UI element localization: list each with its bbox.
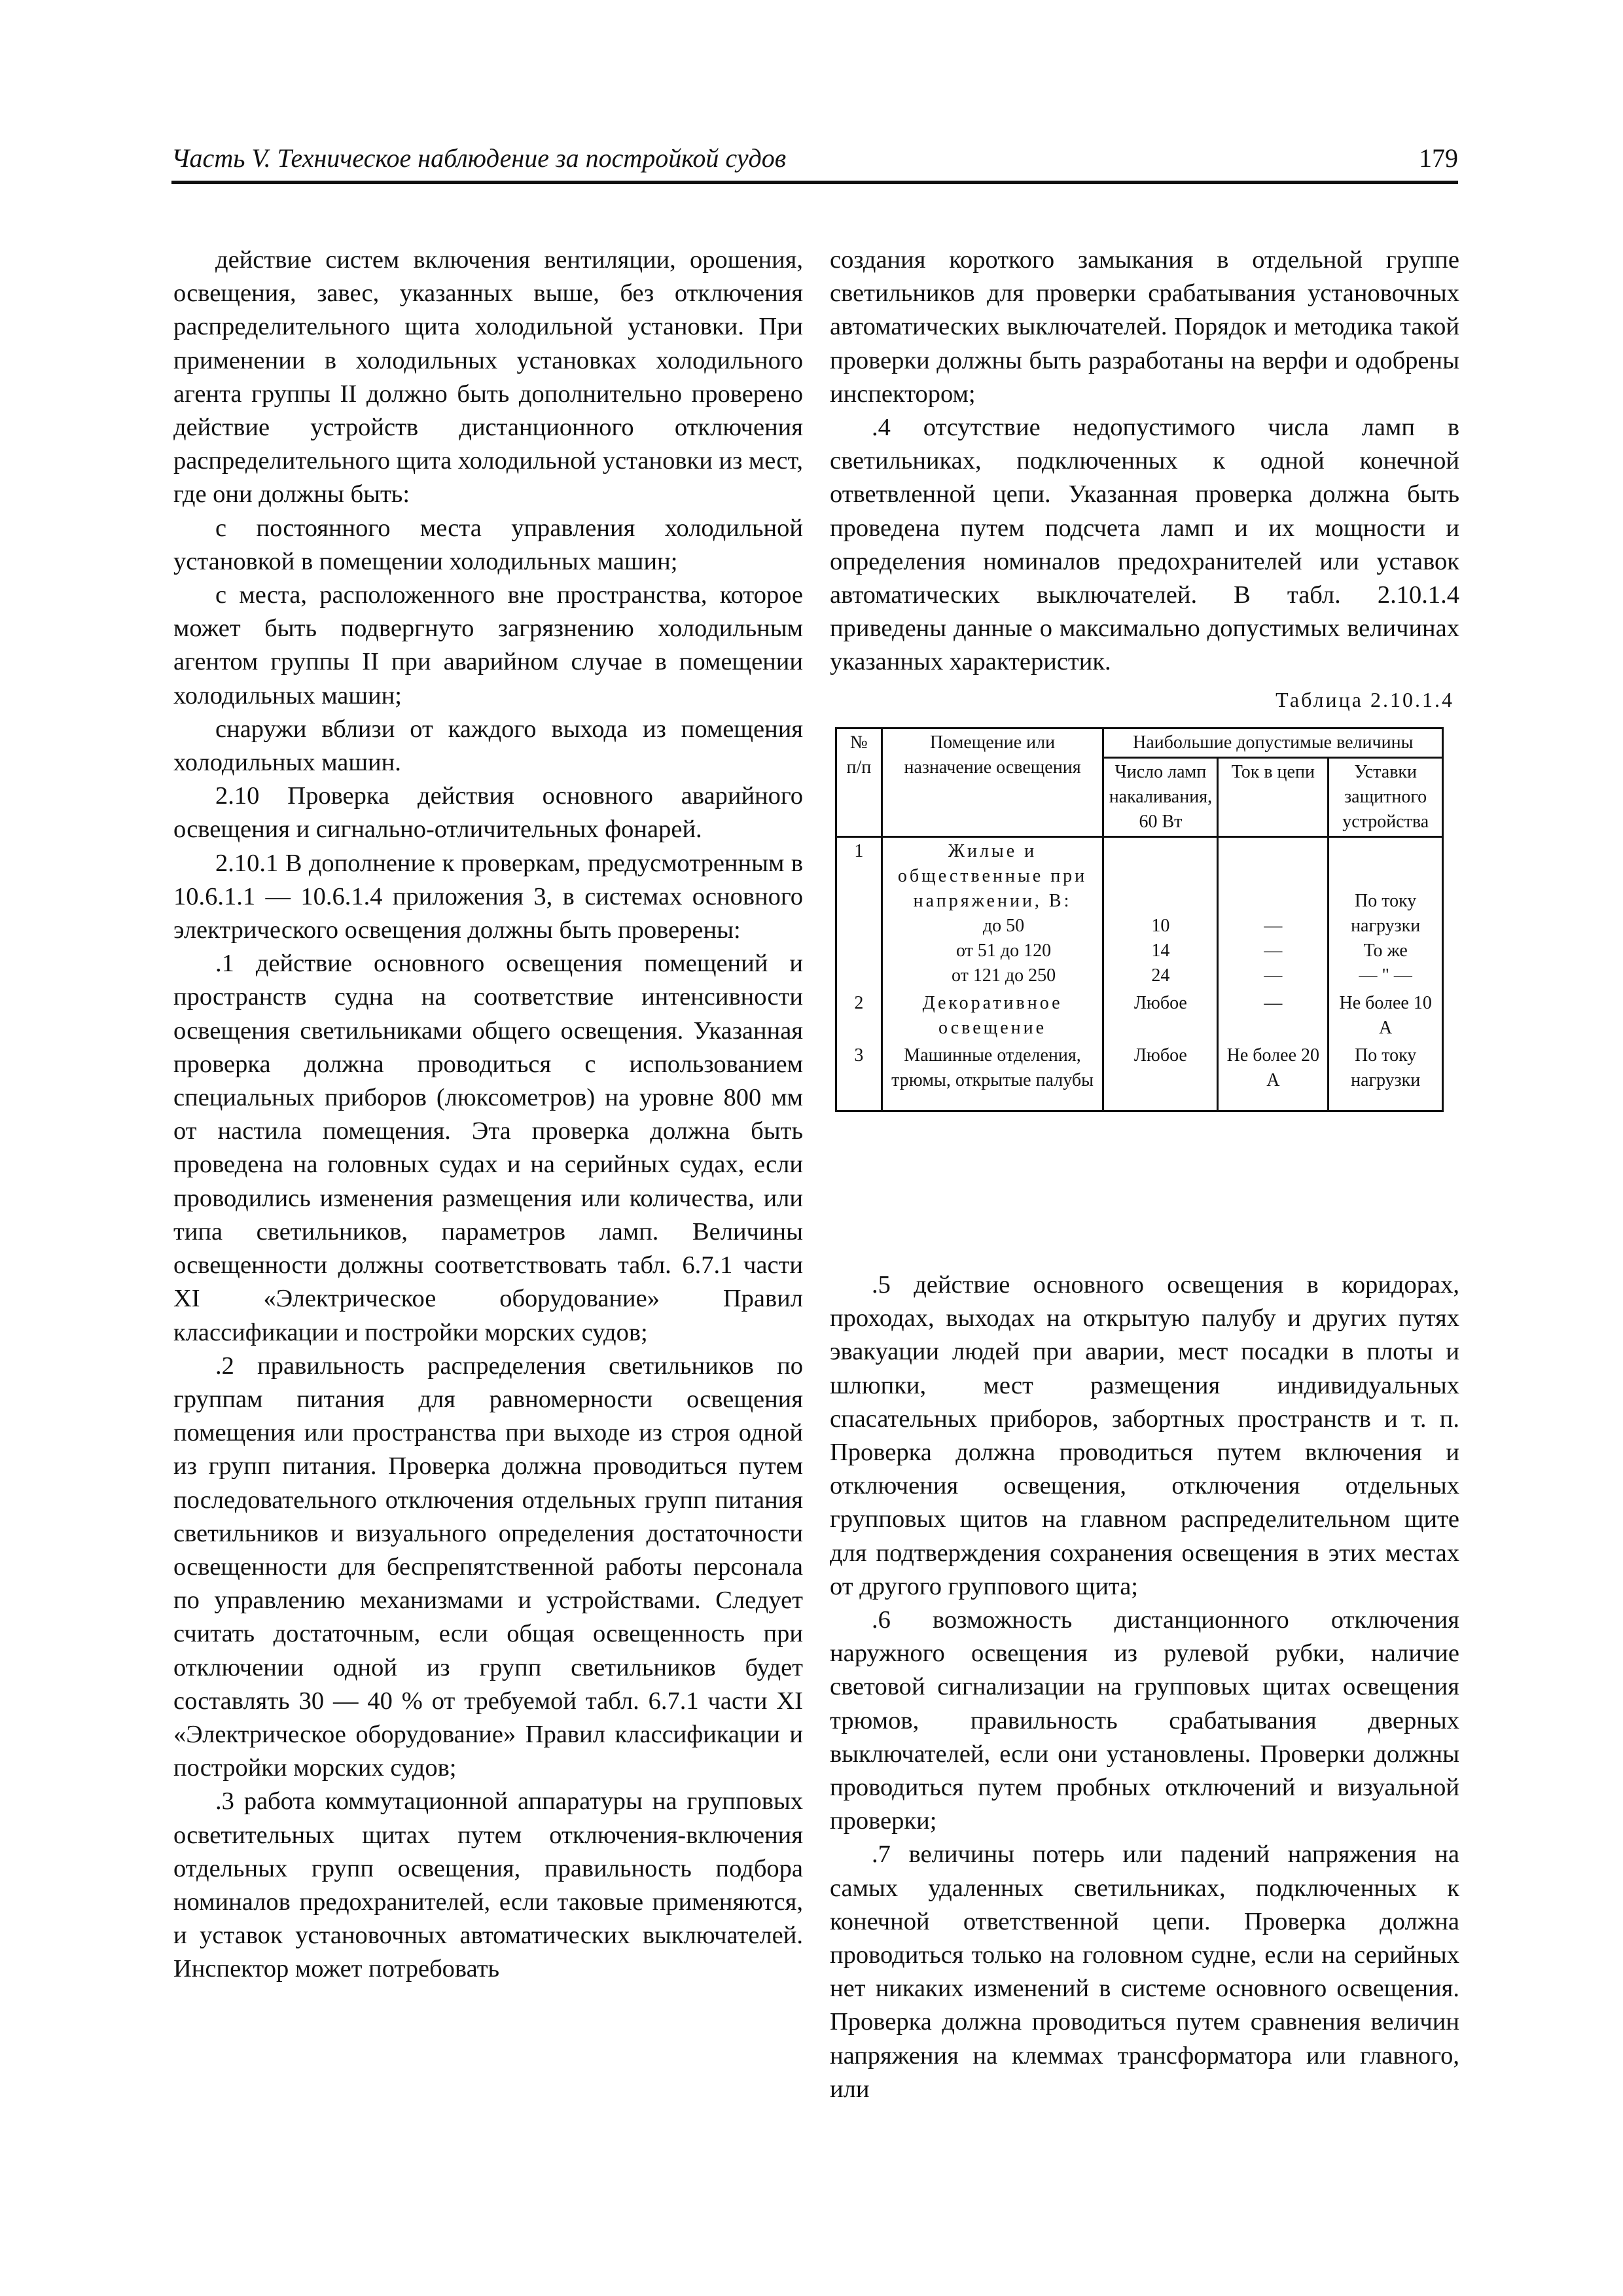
cell-room: Декоративное освещение	[882, 990, 1103, 1042]
cell-value: — " —	[1359, 965, 1412, 986]
paragraph: снаружи вблизи от каждого выхода из помещения холодильных машин.	[173, 715, 803, 777]
cell-value: 10	[1151, 915, 1170, 936]
paragraph: .1 действие основного освещения помещений и пространств судна на соответствие интенсивности освещения светильниками общего освещения. Указанная проверка должна проводиться с использованием специальных приборов (люксометров) на уровне 800 мм от настила помещения. Эта проверка должна быть проведена на головных судах и на серийных судах, если проводились изменения размещения или количества, или типа светильников, параметров ламп. Величины освещенности должны соответствовать табл. 6.7.1 части XI «Электрическое оборудование» Правил классификации и постройки морских судов;	[173, 950, 803, 1346]
cell-current: —	[1218, 990, 1329, 1042]
cell-current	[1218, 836, 1329, 990]
col-header-room: Помещение или назначение освещения	[882, 728, 1103, 836]
table-caption: Таблица 2.10.1.4	[1275, 687, 1454, 711]
section-heading-2-10: 2.10 Проверка действия основного аварийного освещения и сигнально-отличительных фонарей.	[173, 782, 803, 844]
cell-value: —	[1264, 915, 1283, 936]
cell-value: По току нагрузки	[1351, 890, 1421, 936]
cell-value: —	[1264, 965, 1283, 986]
paragraph: с постоянного места управления холодильной установкой в помещении холодильных машин;	[173, 514, 803, 575]
limits-table	[835, 727, 1444, 1112]
cell-value: 24	[1151, 965, 1170, 986]
cell-room-sub: от 121 до 250	[951, 965, 1056, 986]
paragraph: 2.10.1 В дополнение к проверкам, предусмотренным в 10.6.1.1 — 10.6.1.4 приложения 3, в системах основного электрического освещения должны быть проверены:	[173, 849, 803, 944]
paragraph: .3 работа коммутационной аппаратуры на групповых осветительных щитах путем отключения-включения отдельных групп освещения, правильность подбора номиналов предохранителей, если таковые применяются, и уставок установочных автоматических выключателей. Инспектор может потребовать	[173, 1787, 803, 1983]
cell-settings	[1329, 836, 1443, 990]
cell-num: 2	[836, 990, 882, 1042]
cell-lamps: Любое	[1103, 990, 1218, 1042]
cell-value: 14	[1151, 940, 1170, 961]
cell-num: 3	[836, 1042, 882, 1111]
paragraph: .5 действие основного освещения в коридорах, проходах, выходах на открытую палубу и других путях эвакуации людей при аварии, мест посадки в плоты и шлюпки, мест размещения индивидуальных спасательных приборов, забортных пространств и т. п. Проверка должна проводиться путем включения и отключения освещения, отключения отдельных групповых щитов на главном распределительном щите для подтверждения сохранения освещения в этих местах от другого группового щита;	[830, 1271, 1459, 1600]
paragraph: создания короткого замыкания в отдельной группе светильников для проверки срабатывания установочных автоматических выключателей. Порядок и методика такой проверки должны быть разработаны на верфи и одобрены инспектором;	[830, 246, 1459, 408]
cell-room: Машинные отделения, трюмы, открытые палубы	[882, 1042, 1103, 1111]
paragraph: .2 правильность распределения светильников по группам питания для равномерности освещения помещения или пространства при выходе из строя одной из групп питания. Проверка должна проводиться путем последовательного отключения отдельных групп питания светильников и визуального определения достаточности освещенности для беспрепятственной работы персонала по управлению механизмами и устройствами. Следует считать достаточным, если общая освещенность при отключении одной из групп светильников будет составлять 30 — 40 % от требуемой табл. 6.7.1 части XI «Электрическое оборудование» Правил классификации и постройки морских судов;	[173, 1352, 803, 1782]
left-column	[173, 243, 803, 1986]
cell-current: Не более 20 А	[1218, 1042, 1329, 1111]
page-number: 179	[1419, 143, 1458, 173]
cell-room	[882, 836, 1103, 990]
col-header-num: № п/п	[836, 728, 882, 836]
cell-room-text: Жилые и общественные при напряжении, В:	[897, 840, 1088, 911]
right-column-bottom	[830, 1268, 1459, 2106]
paragraph: .7 величины потерь или падений напряжения на самых удаленных светильниках, подключенных к конечной ответственной цепи. Проверка должна проводиться только на головном судне, если на серийных нет никаких изменений в системе основного освещения. Проверка должна проводиться путем сравнения величин напряжения на клеммах трансформатора или главного, или	[830, 1840, 1459, 2103]
col-header-lamps: Число ламп накаливания, 60 Вт	[1103, 757, 1218, 836]
header-title: Часть V. Техническое наблюдение за постройкой судов	[171, 143, 787, 173]
table-row	[836, 990, 1443, 1042]
cell-room-sub: от 51 до 120	[955, 940, 1052, 961]
cell-settings: По току нагрузки	[1329, 1042, 1443, 1111]
col-header-group: Наибольшие допустимые величины	[1103, 728, 1443, 757]
running-header	[171, 137, 1458, 184]
paragraph: действие систем включения вентиляции, орошения, освещения, завес, указанных выше, без отключения распределительного щита холодильной установки. При применении в холодильных установках холодильного агента группы II должно быть дополнительно проверено действие устройств дистанционного отключения распределительного щита холодильной установки из мест, где они должны быть:	[173, 246, 803, 509]
table-row	[836, 836, 1443, 990]
col-header-current: Ток в цепи	[1218, 757, 1329, 836]
paragraph: .4 отсутствие недопустимого числа ламп в светильниках, подключенных к одной конечной ответвленной цепи. Указанная проверка должна быть проведена путем подсчета ламп и их мощности и определения номиналов предохранителей или уставок автоматических выключателей. В табл. 2.10.1.4 приведены данные о максимально допустимых величинах указанных характеристик.	[830, 414, 1459, 676]
col-header-settings: Уставки защитного устройства	[1329, 757, 1443, 836]
cell-room-sub: до 50	[982, 915, 1025, 936]
table-row	[836, 1042, 1443, 1111]
cell-value: —	[1264, 940, 1283, 961]
paragraph: с места, расположенного вне пространства, которое может быть подвергнуто загрязнению холодильным агентом группы II при аварийном случае в помещении холодильных машин;	[173, 581, 803, 709]
cell-value: То же	[1363, 940, 1408, 961]
cell-num: 1	[836, 836, 882, 990]
cell-lamps: Любое	[1103, 1042, 1218, 1111]
cell-lamps	[1103, 836, 1218, 990]
cell-settings: Не более 10 А	[1329, 990, 1443, 1042]
paragraph: .6 возможность дистанционного отключения наружного освещения из рулевой рубки, наличие световой сигнализации на групповых щитах освещения трюмов, правильность срабатывания дверных выключателей, если они установлены. Проверки должны проводиться путем пробных отключений и визуальной проверки;	[830, 1606, 1459, 1835]
right-column-top	[830, 243, 1459, 1112]
